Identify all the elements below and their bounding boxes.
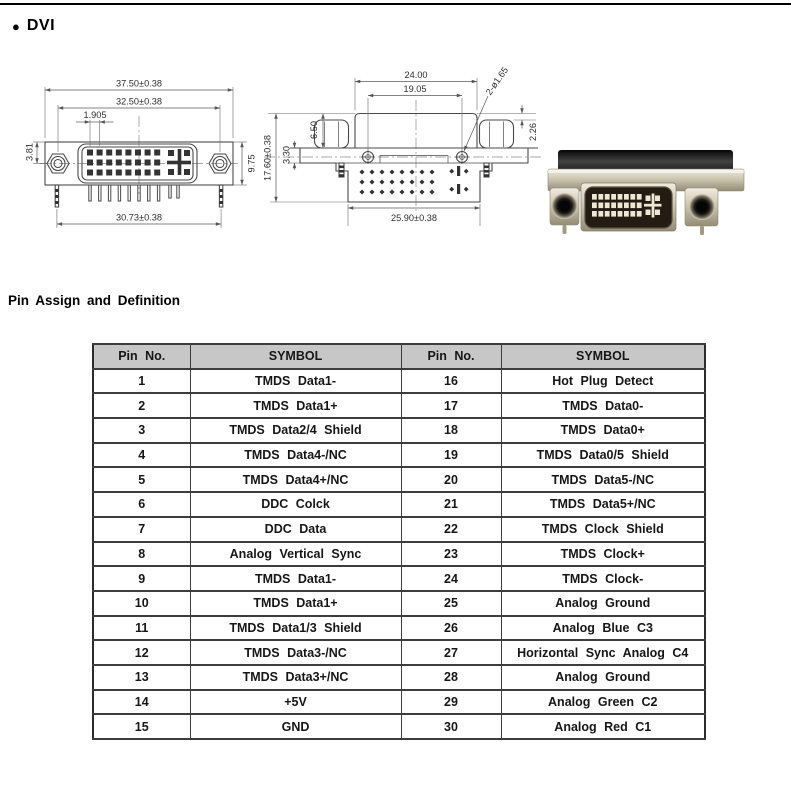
table-row [93, 690, 705, 715]
symbol-cell: TMDS Data4-/NC [190, 443, 401, 468]
table-row [93, 369, 705, 394]
dim-label: 3.81 [24, 143, 35, 161]
dim-label: 1.905 [83, 110, 107, 120]
pin-cell: 3 [93, 418, 190, 443]
symbol-cell: TMDS Data1- [190, 566, 401, 591]
pin-cell: 30 [401, 714, 501, 739]
symbol-cell: Analog Blue C3 [501, 616, 705, 641]
pin-cell: 14 [93, 690, 190, 715]
bottom-view-analog-pins [449, 166, 468, 194]
pin-cell: 25 [401, 591, 501, 616]
table-row [93, 616, 705, 641]
pin-cell: 6 [93, 492, 190, 517]
symbol-cell: +5V [190, 690, 401, 715]
table-row [93, 492, 705, 517]
symbol-cell: TMDS Data0/5 Shield [501, 443, 705, 468]
pin-cell: 11 [93, 616, 190, 641]
dim-label: 6.50 [309, 121, 319, 139]
symbol-cell: TMDS Data1+ [190, 393, 401, 418]
symbol-cell: Hot Plug Detect [501, 369, 705, 394]
photo-analog-section [644, 194, 662, 218]
symbol-cell: TMDS Data1/3 Shield [190, 616, 401, 641]
dim-label: 32.50±0.38 [116, 96, 162, 107]
pin-cell: 17 [401, 393, 501, 418]
pin-cell: 21 [401, 492, 501, 517]
table-header-row [93, 344, 705, 369]
pin-cell: 7 [93, 517, 190, 542]
symbol-cell: TMDS Data3-/NC [190, 640, 401, 665]
dim-label: 17.60±0.38 [262, 135, 273, 181]
pin-cell: 4 [93, 443, 190, 468]
bottom-view-pin-grid [359, 169, 434, 194]
section-title: DVI [26, 17, 56, 34]
bottom-view-drawing [256, 58, 548, 248]
pin-table [92, 343, 706, 740]
pin-cell: 22 [401, 517, 501, 542]
pin-cell: 28 [401, 665, 501, 690]
pin-cell: 18 [401, 418, 501, 443]
pin-cell: 13 [93, 665, 190, 690]
symbol-cell: TMDS Data3+/NC [190, 665, 401, 690]
table-row [93, 665, 705, 690]
symbol-cell: TMDS Data5+/NC [501, 492, 705, 517]
column-header-pin-left: Pin No. [93, 344, 190, 369]
dim-label: 3.30 [281, 146, 292, 164]
pin-cell: 16 [401, 369, 501, 394]
pin-cell: 5 [93, 467, 190, 492]
pin-cell: 20 [401, 467, 501, 492]
page-title: Pin Assign and Definition [8, 293, 181, 308]
symbol-cell: GND [190, 714, 401, 739]
table-row [93, 640, 705, 665]
symbol-cell: Analog Ground [501, 665, 705, 690]
pin-cell: 8 [93, 542, 190, 567]
symbol-cell: TMDS Data0+ [501, 418, 705, 443]
symbol-cell: Analog Red C1 [501, 714, 705, 739]
symbol-cell: TMDS Clock- [501, 566, 705, 591]
front-view-solder-legs [89, 185, 179, 201]
pin-cell: 27 [401, 640, 501, 665]
column-header-pin-right: Pin No. [401, 344, 501, 369]
bullet-icon: ● [12, 18, 20, 34]
dim-label: 2-ø1.65 [483, 65, 511, 97]
pin-cell: 24 [401, 566, 501, 591]
pin-cell: 29 [401, 690, 501, 715]
symbol-cell: TMDS Data4+/NC [190, 467, 401, 492]
symbol-cell: TMDS Data5-/NC [501, 467, 705, 492]
pin-cell: 26 [401, 616, 501, 641]
dim-label: 25.90±0.38 [391, 213, 437, 223]
pin-cell: 1 [93, 369, 190, 394]
dim-label: 37.50±0.38 [116, 78, 162, 89]
table-row [93, 714, 705, 739]
dim-label: 2.26 [528, 123, 538, 141]
symbol-cell: TMDS Data1- [190, 369, 401, 394]
column-header-symbol-left: SYMBOL [190, 344, 401, 369]
table-row [93, 467, 705, 492]
front-view-analog-section [167, 149, 191, 175]
front-view-drawing [18, 70, 258, 242]
table-row [93, 517, 705, 542]
bottom-view-body [290, 114, 538, 203]
dim-label: 24.00 [404, 70, 428, 80]
table-row [93, 542, 705, 567]
table-row [93, 418, 705, 443]
pin-cell: 2 [93, 393, 190, 418]
table-row [93, 443, 705, 468]
top-rule [0, 3, 791, 5]
column-header-symbol-right: SYMBOL [501, 344, 705, 369]
table-row [93, 393, 705, 418]
pin-cell: 23 [401, 542, 501, 567]
pin-table-body [93, 369, 705, 739]
symbol-cell: TMDS Data2/4 Shield [190, 418, 401, 443]
symbol-cell: TMDS Data1+ [190, 591, 401, 616]
symbol-cell: TMDS Clock+ [501, 542, 705, 567]
dim-label: 9.75 [246, 154, 257, 173]
symbol-cell: Analog Ground [501, 591, 705, 616]
front-view-pin-grid [87, 150, 160, 176]
pin-cell: 15 [93, 714, 190, 739]
pin-cell: 10 [93, 591, 190, 616]
dim-label: 19.05 [403, 84, 427, 94]
symbol-cell: TMDS Data0- [501, 393, 705, 418]
table-row [93, 591, 705, 616]
pin-cell: 12 [93, 640, 190, 665]
dvi-connector-photo [545, 142, 755, 238]
table-row [93, 566, 705, 591]
symbol-cell: Horizontal Sync Analog C4 [501, 640, 705, 665]
dim-label: 30.73±0.38 [116, 212, 162, 223]
symbol-cell: DDC Colck [190, 492, 401, 517]
symbol-cell: Analog Vertical Sync [190, 542, 401, 567]
pin-cell: 9 [93, 566, 190, 591]
pin-cell: 19 [401, 443, 501, 468]
section-header [12, 17, 55, 35]
symbol-cell: DDC Data [190, 517, 401, 542]
symbol-cell: TMDS Clock Shield [501, 517, 705, 542]
symbol-cell: Analog Green C2 [501, 690, 705, 715]
